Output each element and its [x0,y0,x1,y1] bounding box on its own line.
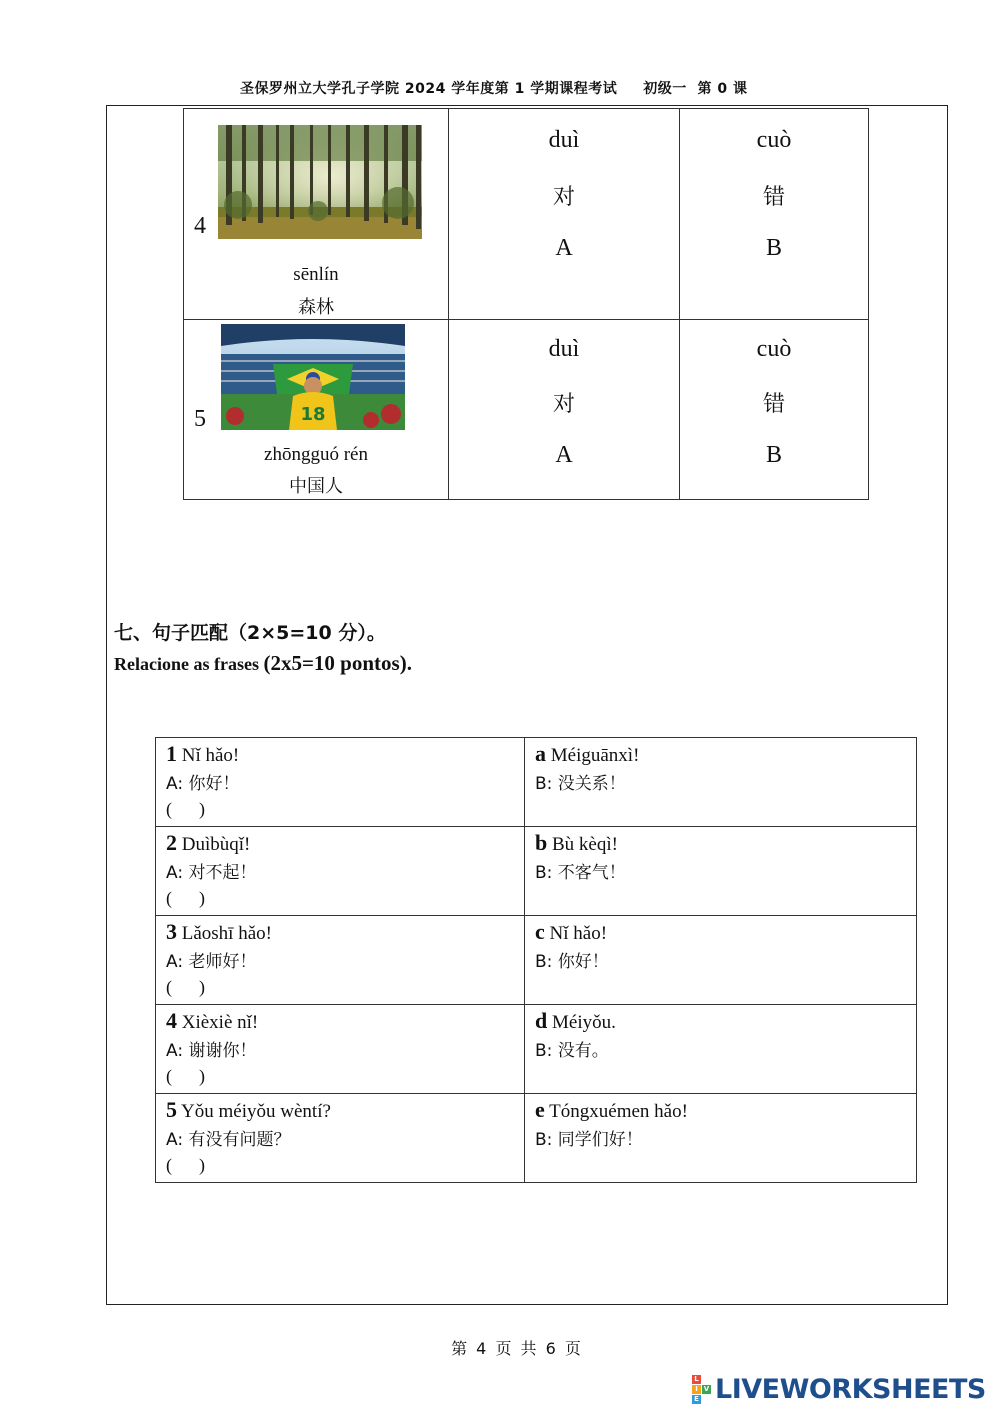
liveworksheets-logo[interactable] [692,1374,986,1405]
item-hanzi: A: 对不起！ [166,863,257,883]
option-b-pinyin: cuò [756,127,792,153]
answer-blank[interactable]: ( ) [166,888,205,908]
subtitle-prefix: Relacione as frases [114,654,264,674]
matching-right-cell [525,827,917,916]
matching-right-cell [525,738,917,827]
tile-e: E [692,1395,701,1404]
live-tiles-icon [692,1375,711,1404]
item-number: 4 [166,1008,177,1033]
header-level: 初级一 [643,81,687,97]
matching-left-cell [156,738,525,827]
header-title: 圣保罗州立大学孔子学院 2024 学年度第 1 学期课程考试 [240,81,618,97]
tf-row-number: 5 [194,406,206,432]
item-pinyin: Lǎoshī hǎo! [177,923,272,944]
item-hanzi: A: 谢谢你！ [166,1041,257,1061]
matching-left-cell [156,1005,525,1094]
matching-right-cell [525,916,917,1005]
reply-pinyin: Tóngxuémen hǎo! [544,1101,688,1122]
matching-row [156,1005,917,1094]
logo-text: LIVEWORKSHEETS [715,1374,986,1405]
tf-row-number: 4 [194,213,206,239]
matching-left-cell [156,916,525,1005]
tf-caption-hanzi: 中国人 [289,476,343,497]
tile-l: L [692,1375,701,1384]
subtitle-points: (2x5=10 pontos). [263,651,412,675]
item-hanzi: A: 你好！ [166,774,240,794]
reply-hanzi: B: 不客气！ [535,863,626,883]
tf-picture-cell [184,320,449,500]
reply-pinyin: Méiguānxì! [546,745,640,766]
tf-caption-pinyin: zhōngguó rén [264,444,368,465]
reply-hanzi: B: 没关系！ [535,774,626,794]
reply-letter: e [535,1097,545,1122]
matching-left-cell [156,827,525,916]
tf-row-4 [184,109,869,320]
reply-hanzi: B: 同学们好！ [535,1130,643,1150]
item-number: 3 [166,919,177,944]
answer-blank[interactable]: ( ) [166,977,205,997]
section-7-title: 七、句子匹配（2×5=10 分）。 [114,622,386,644]
tile-v: V [703,1385,710,1393]
true-false-table [183,108,869,500]
option-b-hanzi: 错 [762,185,785,210]
section-7-subtitle [114,651,412,676]
reply-pinyin: Bù kèqì! [547,834,618,855]
item-hanzi: A: 有没有问题？ [166,1130,291,1150]
item-pinyin: Yǒu méiyǒu wèntí? [177,1101,331,1122]
option-b-cell[interactable] [680,109,869,320]
forest-photo-icon [218,125,422,239]
answer-blank[interactable]: ( ) [166,1155,205,1175]
option-a-letter: A [555,235,573,261]
item-number: 2 [166,830,177,855]
tf-picture-cell [184,109,449,320]
reply-pinyin: Méiyǒu. [547,1012,616,1033]
matching-row [156,916,917,1005]
option-b-letter: B [765,235,782,261]
option-a-letter: A [555,442,573,468]
option-a-hanzi: 对 [552,185,575,210]
answer-blank[interactable]: ( ) [166,1066,205,1086]
matching-right-cell [525,1094,917,1183]
option-b-pinyin: cuò [756,336,792,362]
reply-letter: d [535,1008,548,1033]
page-number: 第 4 页 共 6 页 [451,1339,583,1358]
item-hanzi: A: 老师好！ [166,952,257,972]
header-lesson: 第 0 课 [697,81,748,97]
tf-row-5 [184,320,869,500]
tf-caption-pinyin: sēnlín [293,264,339,285]
item-number: 1 [166,741,177,766]
option-b-letter: B [765,442,782,468]
reply-letter: c [535,919,545,944]
option-a-hanzi: 对 [552,392,575,417]
tf-caption-hanzi: 森林 [298,297,334,318]
jersey-number: 18 [300,404,326,425]
matching-left-cell [156,1094,525,1183]
matching-row [156,738,917,827]
reply-letter: a [535,741,546,766]
page-header [240,78,820,98]
matching-row [156,827,917,916]
answer-blank[interactable]: ( ) [166,799,205,819]
option-a-pinyin: duì [548,336,580,362]
option-a-cell[interactable] [449,320,680,500]
option-a-pinyin: duì [548,127,580,153]
option-b-cell[interactable] [680,320,869,500]
option-b-hanzi: 错 [762,392,785,417]
reply-pinyin: Nǐ hǎo! [544,923,608,944]
item-pinyin: Nǐ hǎo! [177,745,240,766]
matching-row [156,1094,917,1183]
item-pinyin: Duìbùqǐ! [177,834,251,855]
stadium-fan-photo-icon [221,324,405,430]
option-a-cell[interactable] [449,109,680,320]
reply-hanzi: B: 没有。 [535,1041,609,1061]
tile-i: I [692,1385,701,1394]
matching-right-cell [525,1005,917,1094]
item-pinyin: Xièxiè nǐ! [177,1012,259,1033]
reply-letter: b [535,830,548,855]
matching-table [155,737,917,1183]
reply-hanzi: B: 你好！ [535,952,609,972]
item-number: 5 [166,1097,177,1122]
